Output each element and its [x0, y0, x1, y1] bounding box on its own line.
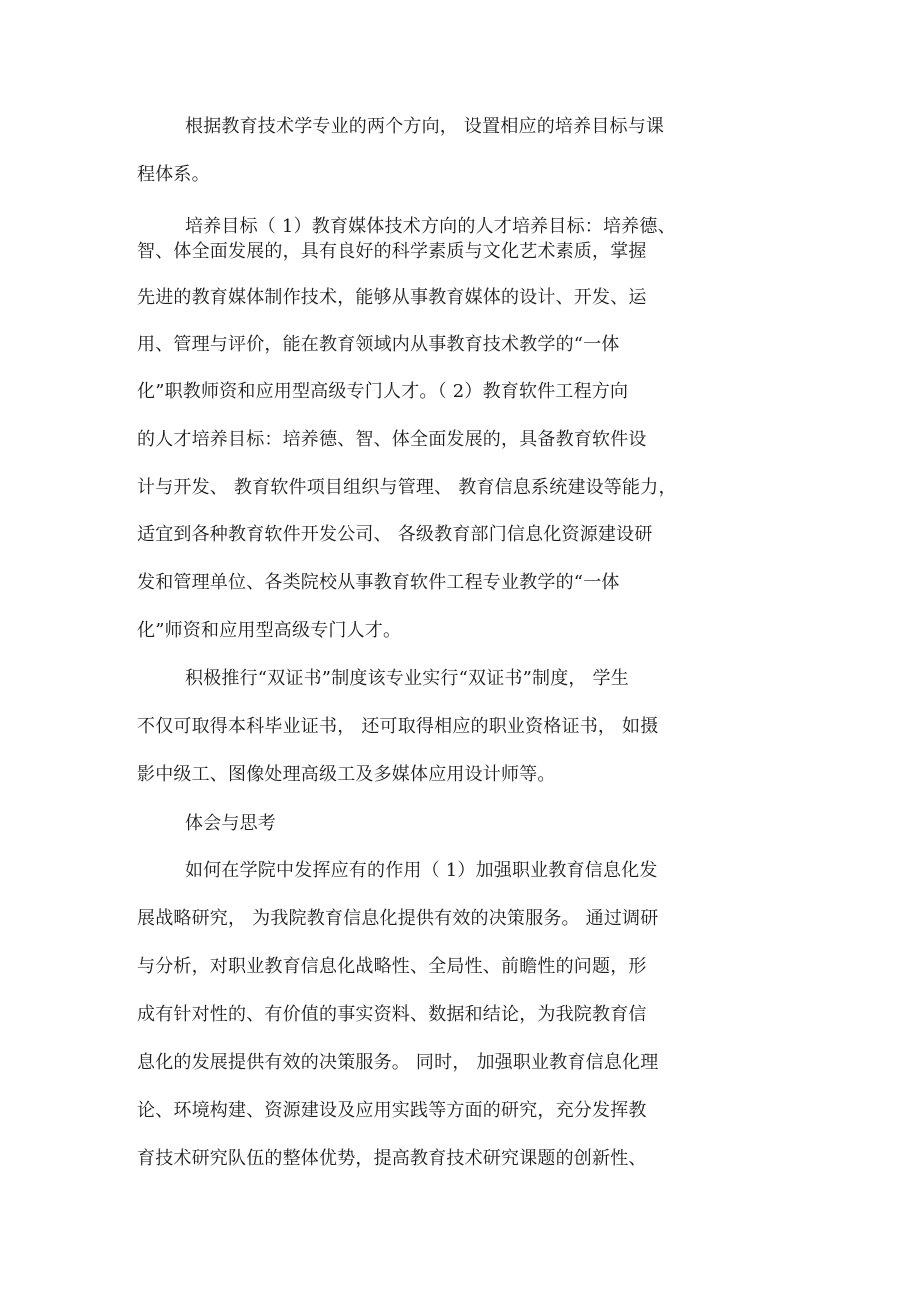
text-line: 先进的教育媒体制作技术，能够从事教育媒体的设计、开发、运 [137, 287, 647, 308]
text-line: 影中级工、图像处理高级工及多媒体应用设计师等。 [137, 764, 556, 785]
text-line: 息化的发展提供有效的决策服务。 同时， 加强职业教育信息化理 [137, 1052, 659, 1073]
text-line: 根据教育技术学专业的两个方向， 设置相应的培养目标与课 [185, 116, 665, 137]
text-line: 发和管理单位、各类院校从事教育软件工程专业教学的“一体 [137, 572, 620, 593]
text-line: 育技术研究队伍的整体优势，提高教育技术研究课题的创新性、 [137, 1148, 647, 1169]
text-line: 如何在学院中发挥应有的作用（ 1）加强职业教育信息化发 [185, 860, 658, 881]
text-line: 化”师资和应用型高级专门人才。 [137, 620, 402, 641]
text-line: 展战略研究， 为我院教育信息化提供有效的决策服务。 通过调研 [137, 908, 659, 929]
text-line: 积极推行“双证书”制度该专业实行“双证书”制度， 学生 [185, 668, 629, 689]
text-line: 化”职教师资和应用型高级专门人才。（ 2）教育软件工程方向 [137, 381, 629, 402]
text-line: 成有针对性的、有价值的事实资料、数据和结论，为我院教育信 [137, 1004, 647, 1025]
text-line: 与分析，对职业教育信息化战略性、全局性、前瞻性的问题，形 [137, 956, 647, 977]
text-line: 培养目标（ 1）教育媒体技术方向的人才培养目标：培养德、 [185, 216, 676, 237]
text-line: 适宜到各种教育软件开发公司、 各级教育部门信息化资源建设研 [137, 524, 653, 545]
text-line: 不仅可取得本科毕业证书， 还可取得相应的职业资格证书， 如摄 [137, 716, 659, 737]
text-line: 用、管理与评价，能在教育领域内从事教育技术教学的“一体 [137, 334, 620, 355]
text-line: 论、环境构建、资源建设及应用实践等方面的研究，充分发挥教 [137, 1100, 647, 1121]
text-line: 的人才培养目标：培养德、智、体全面发展的，具备教育软件设 [137, 429, 647, 450]
text-line: 程体系。 [137, 164, 210, 185]
text-line: 计与开发、 教育软件项目组织与管理、 教育信息系统建设等能力， [137, 477, 677, 498]
section-heading: 体会与思考 [185, 813, 276, 834]
text-line: 智、体全面发展的，具有良好的科学素质与文化艺术素质，掌握 [137, 241, 647, 262]
